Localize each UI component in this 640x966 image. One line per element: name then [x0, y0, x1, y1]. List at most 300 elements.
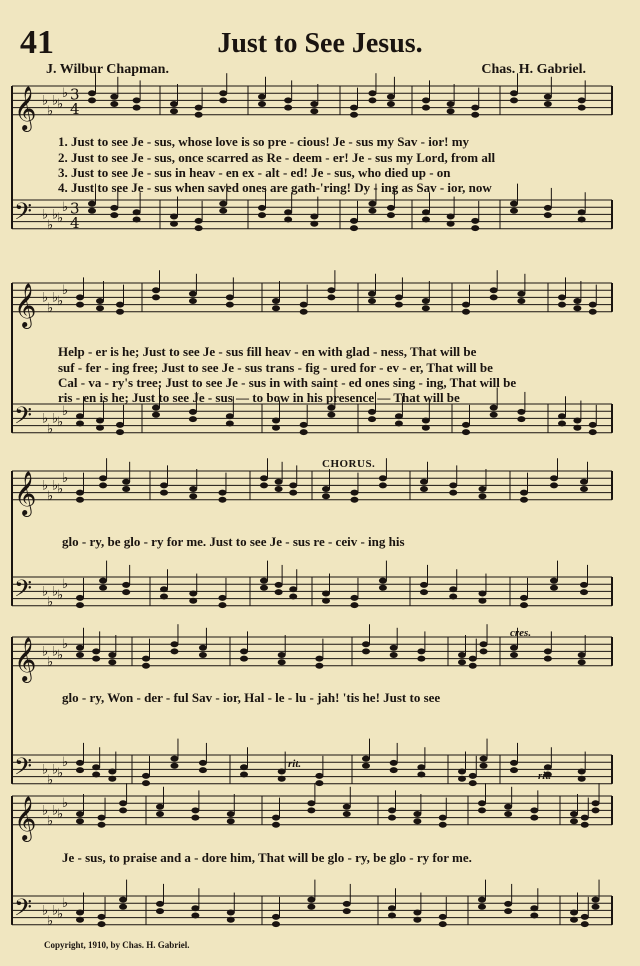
note-head [272, 418, 280, 424]
note-head [589, 302, 597, 308]
flat-sign-icon: ♭ [47, 218, 54, 234]
verse-3-line-2: Cal - va - ry's tree; Just to see Je - sus in with saint - ed ones sing - ing, That will be [58, 375, 517, 390]
flat-sign-icon: ♭ [62, 86, 69, 102]
note-head [388, 815, 396, 821]
note-head [570, 910, 578, 916]
note-head [240, 656, 248, 662]
note-head [558, 302, 566, 308]
note-head [413, 917, 421, 923]
note-head [390, 767, 398, 773]
note-head [76, 294, 84, 300]
note-head [110, 101, 118, 107]
flat-sign-icon: ♭ [62, 283, 69, 299]
flat-sign-icon: ♭ [57, 907, 64, 922]
note-head [219, 90, 227, 96]
flat-sign-icon: ♭ [52, 207, 59, 223]
flat-sign-icon: ♭ [57, 807, 64, 822]
note-head [395, 302, 403, 308]
time-signature-bottom: 4 [70, 99, 80, 118]
note-head [520, 595, 528, 601]
note-head [99, 475, 107, 481]
flat-sign-icon: ♭ [47, 595, 54, 611]
note-head [310, 101, 318, 107]
note-head [88, 97, 96, 103]
note-head [544, 94, 552, 100]
note-head [570, 811, 578, 817]
note-head [219, 208, 227, 214]
note-head [96, 305, 104, 311]
note-head [422, 97, 430, 103]
note-head [218, 490, 226, 496]
note-head [275, 479, 283, 485]
flat-sign-icon: ♭ [42, 290, 49, 306]
refrain-line-3: Je - sus, to praise and a - dore him, That will be glo - ry, be glo - ry for me. [62, 850, 472, 865]
note-head [504, 811, 512, 817]
note-head [133, 97, 141, 103]
note-head [284, 97, 292, 103]
note-head [156, 901, 164, 907]
note-head [272, 914, 280, 920]
note-head [227, 910, 235, 916]
note-head [272, 298, 280, 304]
note-head [191, 807, 199, 813]
flat-sign-icon: ♭ [62, 471, 69, 487]
note-head [439, 914, 447, 920]
note-head [550, 482, 558, 488]
note-head [199, 760, 207, 766]
note-head [76, 917, 84, 923]
note-head [76, 302, 84, 308]
note-head [98, 921, 106, 927]
note-head [388, 807, 396, 813]
note-head [462, 429, 470, 435]
note-head [417, 771, 425, 777]
note-head [275, 486, 283, 492]
refrain-line-1: glo - ry, be glo - ry for me. Just to see Je - sus re - ceiv - ing his [62, 534, 405, 549]
flat-sign-icon: ♭ [42, 207, 49, 223]
note-head [240, 771, 248, 777]
note-head [420, 589, 428, 595]
note-head [170, 756, 178, 762]
note-head [368, 97, 376, 103]
note-head [307, 897, 315, 903]
note-head [544, 205, 552, 211]
note-head [284, 105, 292, 111]
note-head [99, 482, 107, 488]
flat-sign-icon: ♭ [47, 104, 54, 120]
flat-sign-icon: ♭ [52, 290, 59, 306]
note-head [300, 429, 308, 435]
note-head [88, 208, 96, 214]
note-head [142, 663, 150, 669]
note-head [471, 218, 479, 224]
note-head [160, 593, 168, 599]
note-head [573, 298, 581, 304]
flat-sign-icon: ♭ [47, 655, 54, 671]
note-head [343, 811, 351, 817]
verse-1-line-2: Help - er is he; Just to see Je - sus fill heav - en with glad - ness, That will be [58, 344, 477, 359]
note-head [469, 780, 477, 786]
flat-sign-icon: ♭ [57, 766, 64, 781]
note-head [580, 589, 588, 595]
note-head [558, 294, 566, 300]
note-head [417, 764, 425, 770]
note-head [390, 645, 398, 651]
note-head [530, 912, 538, 918]
note-head [272, 425, 280, 431]
flat-sign-icon: ♭ [62, 404, 69, 420]
note-head [570, 818, 578, 824]
note-head [92, 771, 100, 777]
flat-sign-icon: ♭ [52, 411, 59, 427]
note-head [76, 413, 84, 419]
note-head [76, 818, 84, 824]
note-head [160, 482, 168, 488]
note-head [550, 578, 558, 584]
note-head [589, 422, 597, 428]
note-head [478, 904, 486, 910]
note-head [362, 763, 370, 769]
note-head [307, 800, 315, 806]
note-head [108, 659, 116, 665]
note-head [260, 585, 268, 591]
note-head [387, 101, 395, 107]
note-head [76, 760, 84, 766]
note-head [368, 291, 376, 297]
note-head [119, 904, 127, 910]
note-head [76, 910, 84, 916]
note-head [447, 214, 455, 220]
verse-2-line-1: 2. Just to see Je - sus, once scarred as Re - deem - er! Je - sus my Lord, from all [58, 150, 496, 165]
flat-sign-icon: ♭ [52, 584, 59, 600]
note-head [343, 901, 351, 907]
note-head [170, 648, 178, 654]
hymn-title: Just to See Jesus. [217, 28, 423, 59]
note-head [490, 294, 498, 300]
note-head [92, 648, 100, 654]
flat-sign-icon: ♭ [42, 903, 49, 919]
note-head [99, 578, 107, 584]
note-head [578, 105, 586, 111]
note-head [108, 769, 116, 775]
note-head [96, 425, 104, 431]
flat-sign-icon: ♭ [52, 478, 59, 494]
note-head [449, 490, 457, 496]
note-head [510, 760, 518, 766]
note-head [592, 807, 600, 813]
note-head [504, 804, 512, 810]
note-head [218, 602, 226, 608]
note-head [226, 302, 234, 308]
flat-sign-icon: ♭ [52, 762, 59, 778]
note-head [218, 595, 226, 601]
note-head [578, 216, 586, 222]
note-head [170, 641, 178, 647]
flat-sign-icon: ♭ [42, 584, 49, 600]
time-signature-bottom: 4 [70, 213, 80, 232]
note-head [517, 291, 525, 297]
note-head [462, 302, 470, 308]
note-head [284, 216, 292, 222]
note-head [191, 912, 199, 918]
note-head [240, 764, 248, 770]
note-head [258, 212, 266, 218]
treble-clef-icon: 𝄞 [14, 636, 37, 681]
flat-sign-icon: ♭ [62, 200, 69, 216]
note-head [189, 598, 197, 604]
note-head [76, 490, 84, 496]
note-head [310, 108, 318, 114]
note-head [343, 804, 351, 810]
note-head [108, 652, 116, 658]
flat-sign-icon: ♭ [57, 294, 64, 309]
note-head [258, 205, 266, 211]
note-head [227, 811, 235, 817]
note-head [471, 112, 479, 118]
chorus-mark: CHORUS. [322, 458, 376, 470]
note-head [558, 420, 566, 426]
note-head [449, 593, 457, 599]
note-head [327, 412, 335, 418]
flat-sign-icon: ♭ [62, 896, 69, 912]
note-head [189, 291, 197, 297]
note-head [195, 112, 203, 118]
flat-sign-icon: ♭ [62, 796, 69, 812]
note-head [581, 921, 589, 927]
note-head [490, 287, 498, 293]
note-head [458, 776, 466, 782]
bass-clef-icon: 𝄢 [14, 197, 33, 231]
rit-mark-2: rit. [538, 770, 552, 782]
note-head [110, 94, 118, 100]
flat-sign-icon: ♭ [62, 755, 69, 771]
note-head [300, 422, 308, 428]
note-head [278, 652, 286, 658]
note-head [88, 201, 96, 207]
note-head [189, 486, 197, 492]
note-head [458, 769, 466, 775]
note-head [310, 221, 318, 227]
note-head [119, 897, 127, 903]
note-head [199, 645, 207, 651]
note-head [592, 897, 600, 903]
note-head [152, 294, 160, 300]
note-head [573, 305, 581, 311]
note-head [478, 897, 486, 903]
note-head [98, 822, 106, 828]
verse-4-line-2: ris - en is he; Just to see Je - sus — to bow in his presence — That will be [58, 390, 460, 405]
note-head [156, 804, 164, 810]
note-head [227, 818, 235, 824]
note-head [510, 201, 518, 207]
note-head [589, 309, 597, 315]
note-head [189, 591, 197, 597]
note-head [191, 905, 199, 911]
note-head [578, 97, 586, 103]
note-head [420, 582, 428, 588]
note-head [350, 218, 358, 224]
note-head [195, 225, 203, 231]
note-head [504, 908, 512, 914]
note-head [170, 214, 178, 220]
note-head [258, 94, 266, 100]
note-head [368, 90, 376, 96]
note-head [122, 486, 130, 492]
bass-clef-icon: 𝄢 [14, 574, 33, 608]
note-head [458, 659, 466, 665]
note-head [76, 602, 84, 608]
note-head [520, 497, 528, 503]
verse-3-line-1: 3. Just to see Je - sus in heav - en ex - alt - ed! Je - sus, who died up - on [58, 165, 451, 180]
note-head [570, 917, 578, 923]
note-head [327, 287, 335, 293]
note-head [580, 582, 588, 588]
note-head [395, 294, 403, 300]
bass-clef-icon: 𝄢 [14, 401, 33, 435]
note-head [471, 105, 479, 111]
note-head [98, 815, 106, 821]
note-head [439, 815, 447, 821]
note-head [462, 422, 470, 428]
note-head [471, 225, 479, 231]
note-head [289, 593, 297, 599]
flat-sign-icon: ♭ [42, 644, 49, 660]
note-head [191, 815, 199, 821]
note-head [300, 309, 308, 315]
note-head [322, 591, 330, 597]
note-head [170, 101, 178, 107]
flat-sign-icon: ♭ [47, 814, 54, 830]
note-head [469, 773, 477, 779]
treble-clef-icon: 𝄞 [14, 795, 37, 840]
flat-sign-icon: ♭ [47, 422, 54, 438]
note-head [592, 904, 600, 910]
note-head [510, 645, 518, 651]
note-head [510, 90, 518, 96]
note-head [133, 216, 141, 222]
note-head [119, 800, 127, 806]
note-head [350, 497, 358, 503]
note-head [417, 656, 425, 662]
note-head [350, 490, 358, 496]
note-head [108, 776, 116, 782]
note-head [420, 479, 428, 485]
note-head [76, 645, 84, 651]
note-head [478, 807, 486, 813]
flat-sign-icon: ♭ [57, 97, 64, 112]
note-head [322, 493, 330, 499]
note-head [544, 212, 552, 218]
note-head [580, 486, 588, 492]
note-head [520, 490, 528, 496]
flat-sign-icon: ♭ [52, 644, 59, 660]
flat-sign-icon: ♭ [62, 637, 69, 653]
note-head [88, 90, 96, 96]
note-head [322, 598, 330, 604]
flat-sign-icon: ♭ [57, 588, 64, 603]
note-head [530, 905, 538, 911]
flat-sign-icon: ♭ [42, 762, 49, 778]
note-head [160, 490, 168, 496]
note-head [76, 497, 84, 503]
note-head [447, 101, 455, 107]
note-head [387, 212, 395, 218]
note-head [219, 97, 227, 103]
flat-sign-icon: ♭ [52, 903, 59, 919]
note-head [422, 216, 430, 222]
note-head [544, 656, 552, 662]
note-head [413, 818, 421, 824]
note-head [550, 585, 558, 591]
copyright-notice: Copyright, 1910, by Chas. H. Gabriel. [44, 940, 190, 950]
note-head [122, 582, 130, 588]
note-head [260, 475, 268, 481]
note-head [390, 652, 398, 658]
note-head [530, 807, 538, 813]
note-head [307, 904, 315, 910]
note-head [390, 760, 398, 766]
bass-clef-icon: 𝄢 [14, 893, 33, 927]
note-head [170, 763, 178, 769]
note-head [422, 209, 430, 215]
note-head [240, 648, 248, 654]
note-head [227, 917, 235, 923]
note-head [504, 901, 512, 907]
note-head [289, 490, 297, 496]
note-head [422, 105, 430, 111]
flat-sign-icon: ♭ [42, 411, 49, 427]
flat-sign-icon: ♭ [47, 914, 54, 930]
note-head [278, 769, 286, 775]
note-head [510, 652, 518, 658]
note-head [480, 648, 488, 654]
note-head [350, 225, 358, 231]
note-head [422, 298, 430, 304]
note-head [478, 591, 486, 597]
note-head [490, 412, 498, 418]
note-head [447, 108, 455, 114]
note-head [92, 656, 100, 662]
rit-mark: rit. [288, 758, 302, 770]
flat-sign-icon: ♭ [52, 803, 59, 819]
note-head [307, 807, 315, 813]
note-head [578, 769, 586, 775]
hymn-number: 41 [20, 24, 54, 61]
note-head [189, 416, 197, 422]
note-head [362, 641, 370, 647]
note-head [226, 294, 234, 300]
note-head [517, 409, 525, 415]
note-head [142, 773, 150, 779]
note-head [315, 663, 323, 669]
note-head [517, 298, 525, 304]
note-head [122, 589, 130, 595]
note-head [76, 811, 84, 817]
note-head [116, 422, 124, 428]
note-head [589, 429, 597, 435]
note-head [116, 429, 124, 435]
note-head [76, 652, 84, 658]
note-head [592, 800, 600, 806]
note-head [189, 493, 197, 499]
note-head [530, 815, 538, 821]
note-head [379, 475, 387, 481]
note-head [219, 201, 227, 207]
note-head [96, 418, 104, 424]
note-head [387, 205, 395, 211]
note-head [368, 416, 376, 422]
note-head [122, 479, 130, 485]
